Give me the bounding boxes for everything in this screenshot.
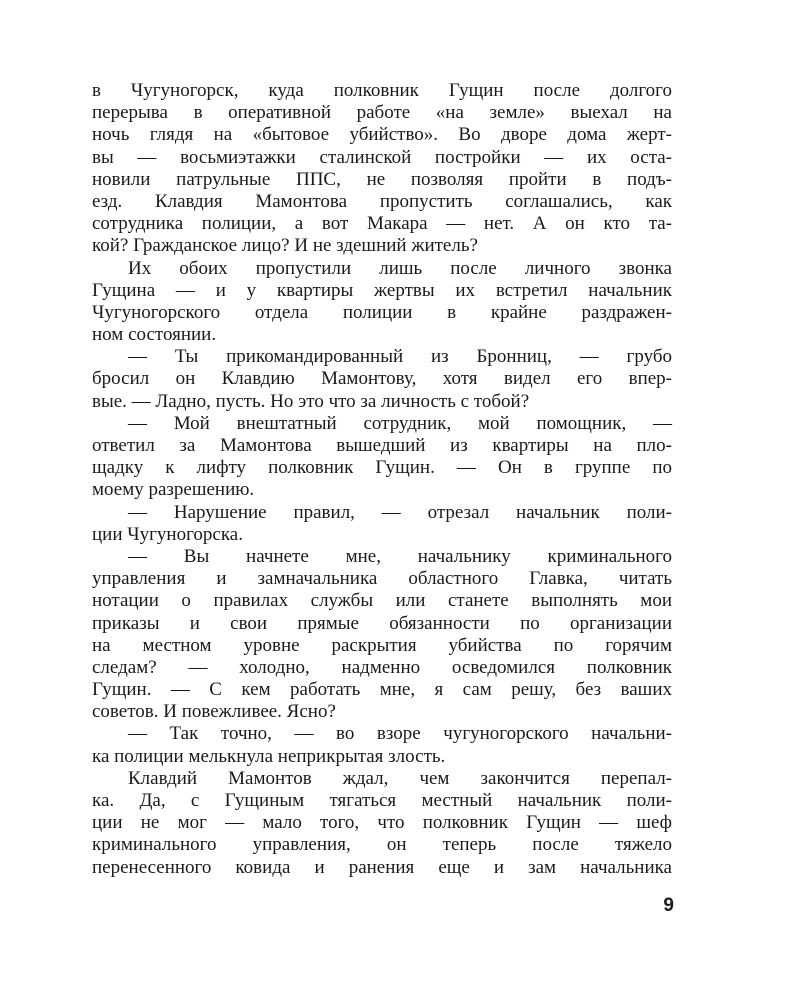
text-line: щадку к лифту полковник Гущин. — Он в группе по: [92, 457, 672, 479]
text-line: кой? Гражданское лицо? И не здешний житель?: [92, 235, 478, 257]
text-line: Их обоих пропустили лишь после личного звонка: [128, 257, 672, 279]
text-line: перенесенного ковида и ранения еще и зам начальника: [92, 856, 672, 878]
text-line: бросил он Клавдию Мамонтову, хотя видел его впер-: [92, 368, 672, 390]
text-line: — Мой внештатный сотрудник, мой помощник, —: [128, 412, 672, 434]
text-line: — Нарушение правил, — отрезал начальник поли-: [128, 501, 672, 523]
text-line: ции не мог — мало того, что полковник Гущин — шеф: [92, 812, 672, 834]
text-line: ции Чугуногорска.: [92, 523, 243, 545]
text-line: моему разрешению.: [92, 479, 255, 501]
text-line: в Чугуногорск, куда полковник Гущин после долгого: [92, 80, 672, 101]
text-line: ном состоянии.: [92, 324, 217, 346]
text-line: вые. — Ладно, пусть. Но это что за личность с тобой?: [92, 390, 530, 412]
text-line: ответил за Мамонтова вышедший из квартиры на пло-: [92, 435, 672, 456]
text-line: Чугуногорского отдела полиции в крайне раздражен-: [92, 301, 672, 323]
text-line: перерыва в оперативной работе «на земле» выехал на: [92, 102, 672, 124]
text-line: Гущина — и у квартиры жертвы их встретил начальник: [92, 279, 672, 301]
body-text: [92, 80, 672, 879]
text-line: езд. Клавдия Мамонтова пропустить соглашались, как: [92, 190, 672, 212]
text-line: Клавдий Мамонтов ждал, чем закончится перепал-: [128, 767, 672, 789]
text-line: на местном уровне раскрытия убийства по горячим: [92, 634, 672, 656]
text-line: новили патрульные ППС, не позволяя пройти в подъ-: [92, 168, 672, 190]
text-line: управления и замначальника областного Главка, читать: [92, 568, 672, 590]
text-line: приказы и свои прямые обязанности по организации: [92, 612, 672, 634]
text-line: — Ты прикомандированный из Бронниц, — грубо: [128, 346, 672, 368]
text-line: — Вы начнете мне, начальнику криминального: [128, 545, 672, 567]
text-line: ночь глядя на «бытовое убийство». Во дворе дома жерт-: [92, 124, 672, 146]
text-line: Гущин. — С кем работать мне, я сам решу, без ваших: [92, 679, 672, 701]
text-line: вы — восьмиэтажки сталинской постройки — их оста-: [92, 146, 672, 168]
text-line: ка. Да, с Гущиным тягаться местный начальник поли-: [92, 790, 672, 811]
text-line: следам? — холодно, надменно осведомился полковник: [92, 656, 672, 678]
text-line: нотации о правилах службы или станете выполнять мои: [92, 590, 672, 612]
text-line: — Так точно, — во взоре чугуногорского начальни-: [128, 723, 672, 745]
page-number: 9: [663, 895, 674, 916]
text-line: криминального управления, он теперь после тяжело: [92, 834, 672, 856]
text-line: сотрудника полиции, а вот Макара — нет. А он кто та-: [92, 213, 672, 235]
text-line: ка полиции мелькнула неприкрытая злость.: [92, 745, 446, 767]
text-line: советов. И повежливее. Ясно?: [92, 701, 336, 723]
